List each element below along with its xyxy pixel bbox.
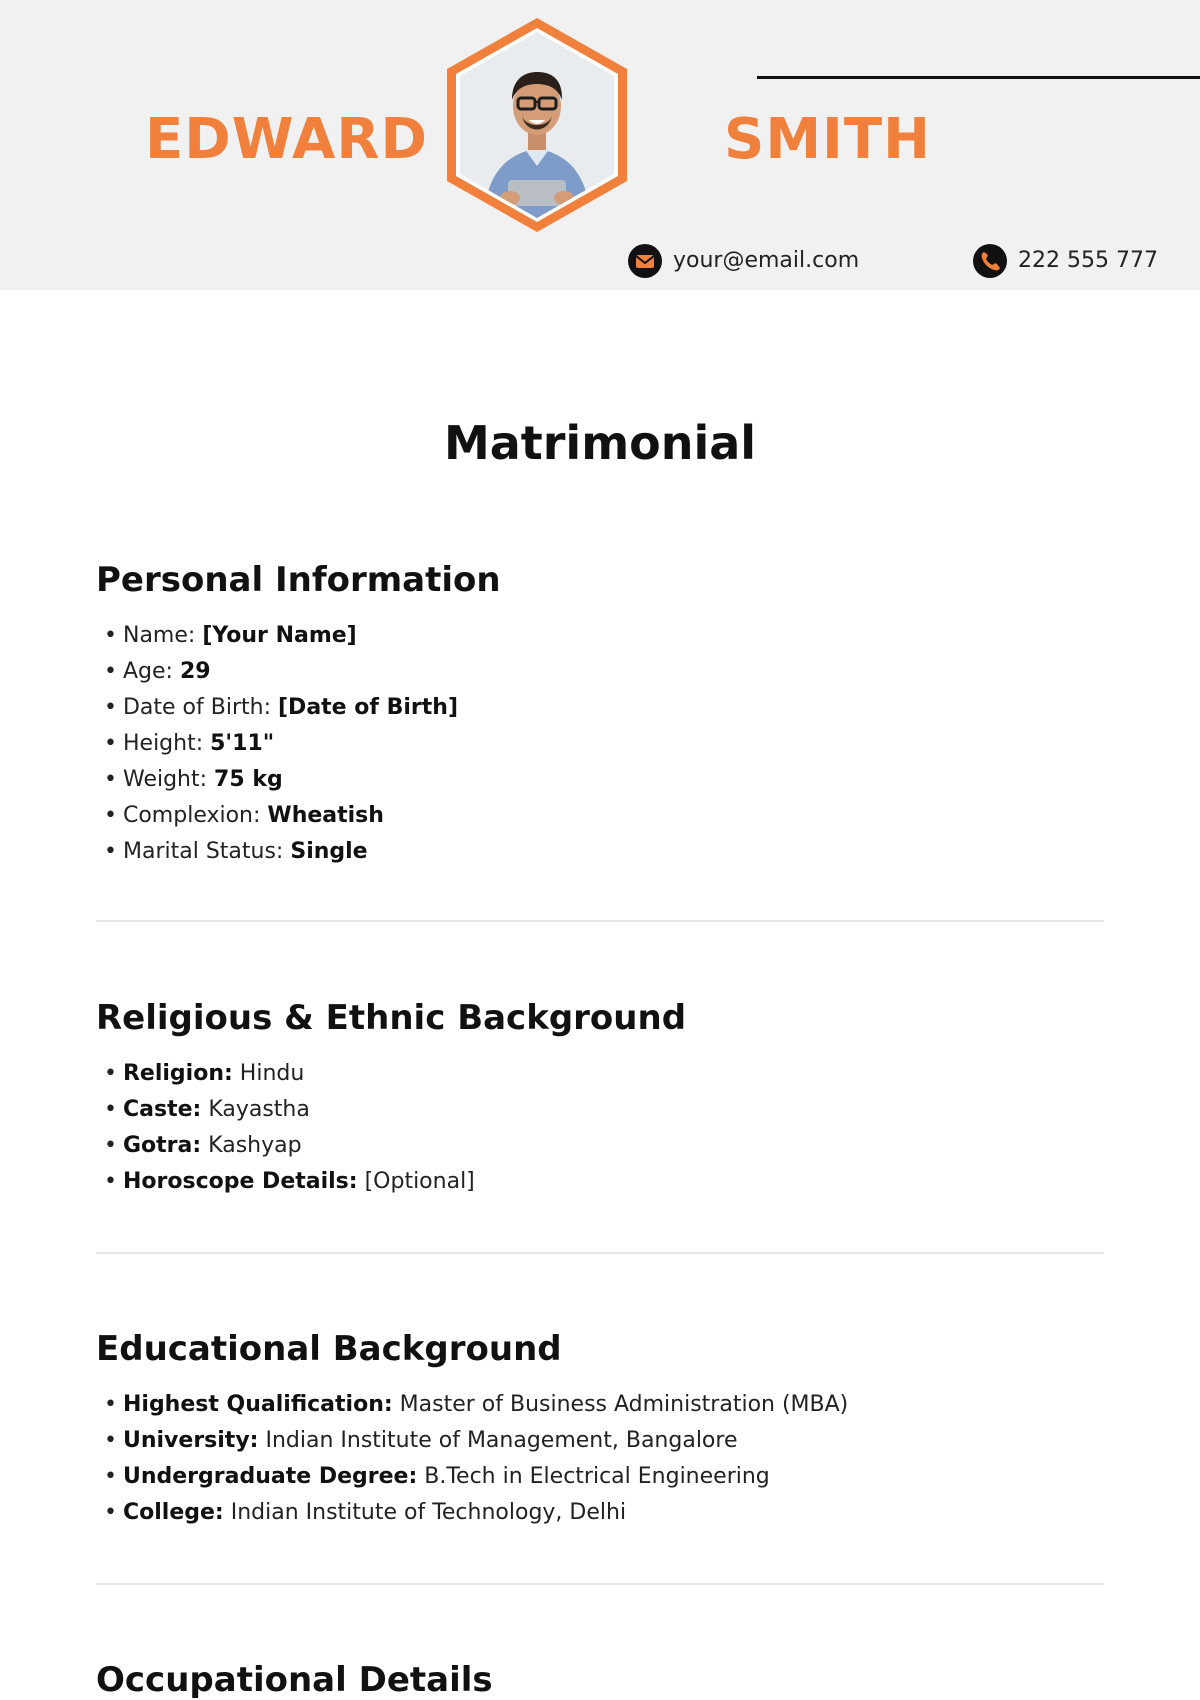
list-item: • Highest Qualification: Master of Business Administration (MBA) (104, 1392, 849, 1417)
list-item: • Weight: 75 kg (104, 767, 283, 792)
occupational-details-section (96, 1660, 1104, 1700)
education-list (104, 1387, 1104, 1531)
list-item: • Caste: Kayastha (104, 1097, 310, 1122)
religious-list (104, 1056, 1104, 1200)
list-item: • Age: 29 (104, 659, 211, 684)
phone-contact[interactable] (973, 244, 1158, 278)
document-title: Matrimonial (443, 416, 757, 470)
email-contact[interactable] (628, 244, 859, 278)
section-heading: Occupational Details (96, 1660, 493, 1700)
section-heading: Educational Background (96, 1329, 562, 1369)
envelope-icon (628, 244, 662, 278)
list-item: • Complexion: Wheatish (104, 803, 384, 828)
profile-photo-icon (442, 16, 632, 234)
personal-list (104, 618, 1104, 870)
header-rule (757, 76, 1200, 79)
profile-photo (442, 16, 632, 234)
list-item: • Date of Birth: [Date of Birth] (104, 695, 458, 720)
phone-icon (973, 244, 1007, 278)
personal-information-section (96, 560, 1104, 870)
list-item: • University: Indian Institute of Management, Bangalore (104, 1428, 738, 1453)
list-item: • College: Indian Institute of Technology, Delhi (104, 1500, 627, 1525)
resume-header (0, 0, 1200, 290)
section-heading: Personal Information (96, 560, 501, 600)
email-text[interactable]: your@email.com (673, 248, 860, 273)
list-item: • Height: 5'11" (104, 731, 275, 756)
section-divider (96, 920, 1104, 922)
educational-background-section (96, 1329, 1104, 1531)
phone-text[interactable]: 222 555 777 (1018, 248, 1158, 273)
list-item: • Marital Status: Single (104, 839, 368, 864)
last-name: SMITH (724, 107, 931, 172)
section-divider (96, 1583, 1104, 1585)
section-divider (96, 1252, 1104, 1254)
list-item: • Horoscope Details: [Optional] (104, 1169, 475, 1194)
list-item: • Gotra: Kashyap (104, 1133, 302, 1158)
list-item: • Religion: Hindu (104, 1061, 305, 1086)
first-name: EDWARD (145, 107, 428, 172)
list-item: • Name: [Your Name] (104, 623, 357, 648)
list-item: • Undergraduate Degree: B.Tech in Electrical Engineering (104, 1464, 770, 1489)
section-heading: Religious & Ethnic Background (96, 998, 687, 1038)
religious-background-section (96, 998, 1104, 1200)
